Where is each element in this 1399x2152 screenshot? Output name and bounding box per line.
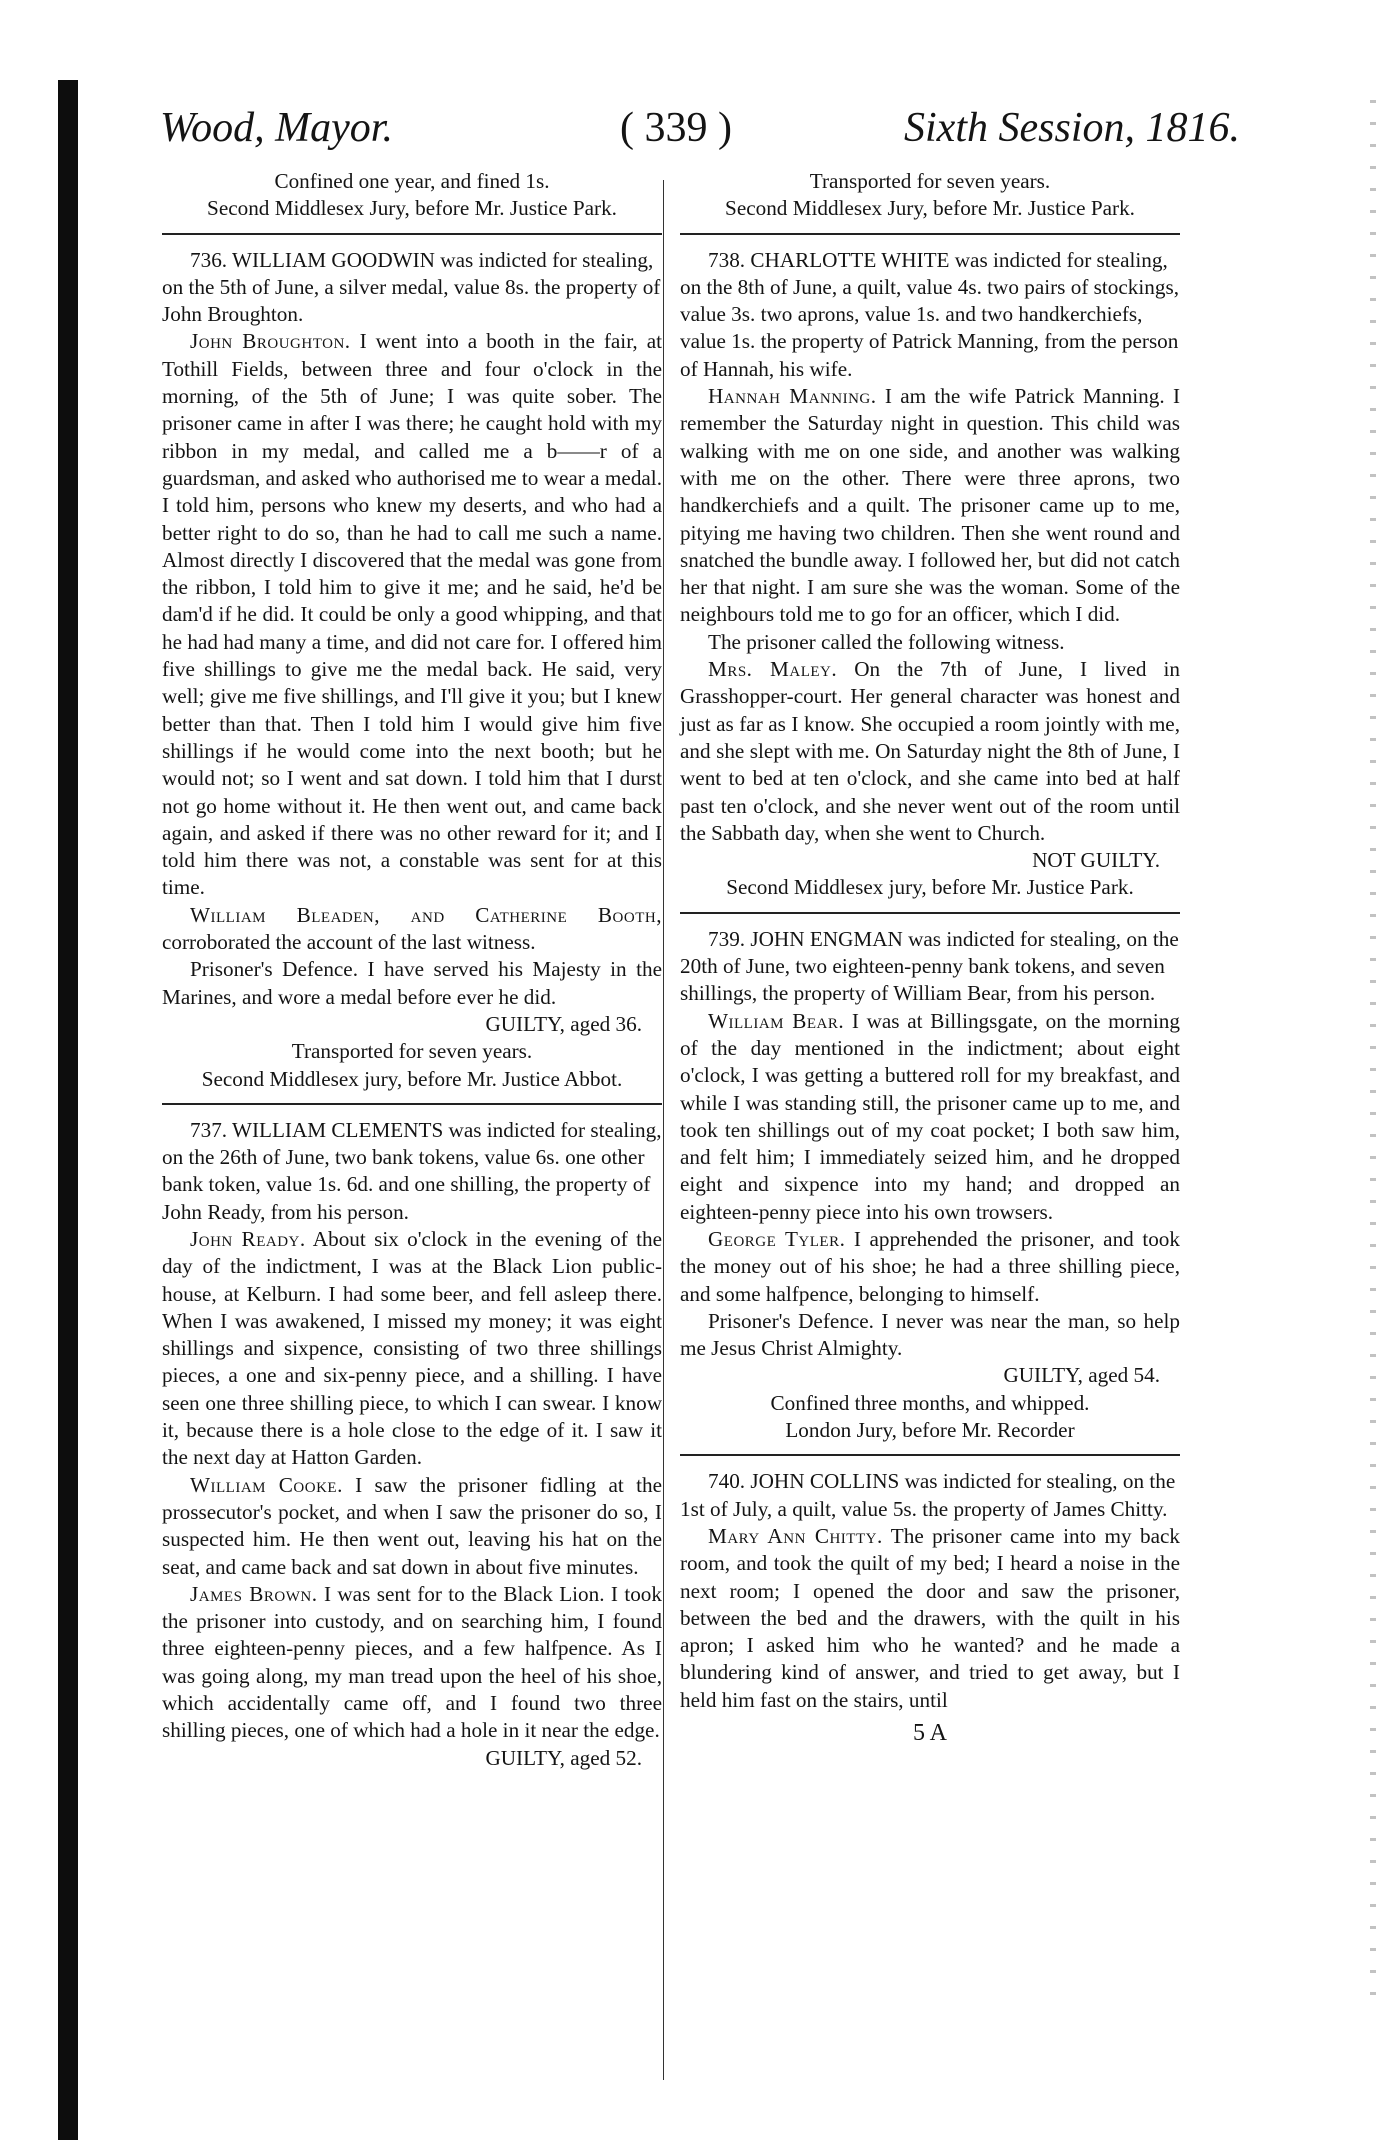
testimony-text: I am the wife Patrick Manning. I remember the Saturday night in question. This child was walking with me on one side, and another was walking with me on the other. There were three aprons, two handkerchiefs and a quilt. The prisoner came up to me, pitying me having two children. Then she went round and snatched the bundle away. I followed her, but did not catch her that night. I am sure she was the woman. Some of the neighbours told me to go for an officer, which I did. xyxy=(680,384,1180,627)
section-rule xyxy=(162,233,662,235)
speaker-name: George Tyler. xyxy=(708,1226,846,1251)
case-heading: 737. WILLIAM CLEMENTS was indicted for stealing, on the 26th of June, two bank tokens, value 6s. one other bank token, value 1s. 6d. and one shilling, the property of John Ready, from his person. xyxy=(162,1117,662,1224)
page-header xyxy=(160,104,1240,164)
sentence-line: Transported for seven years. xyxy=(291,1039,533,1064)
testimony-paragraph xyxy=(680,656,1180,847)
header-right: Sixth Session, 1816. xyxy=(904,105,1240,151)
testimony-paragraph xyxy=(162,328,662,901)
testimony-text: The prisoner called the following witness. xyxy=(708,629,1065,654)
verdict: GUILTY, aged 54. xyxy=(1003,1363,1160,1388)
testimony-text: I saw the prisoner fidling at the prossecutor's pocket, and when I saw the prisoner do so, I suspected him. He then went out, leaving his hat on the seat, and came back and sat down in about five minutes. xyxy=(162,1472,662,1579)
section-rule xyxy=(680,1454,1180,1456)
speaker-name: Hannah Manning. xyxy=(708,384,877,409)
testimony-paragraph xyxy=(680,1008,1180,1226)
sentence-line: Second Middlesex Jury, before Mr. Justice Park. xyxy=(725,196,1135,221)
sentence-line: Second Middlesex Jury, before Mr. Justice Park. xyxy=(207,196,617,221)
testimony-text: Prisoner's Defence. I have served his Majesty in the Marines, and wore a medal before ever he did. xyxy=(162,957,662,1009)
verdict: GUILTY, aged 52. xyxy=(485,1745,642,1770)
page-number: ( 339 ) xyxy=(620,105,732,151)
testimony-paragraph xyxy=(162,1472,662,1581)
testimony-paragraph xyxy=(680,1308,1180,1363)
testimony-paragraph xyxy=(162,902,662,957)
speaker-name: Mrs. Maley. xyxy=(708,657,838,682)
sentence-line: Second Middlesex jury, before Mr. Justice Abbot. xyxy=(201,1066,623,1091)
testimony-paragraph xyxy=(162,1581,662,1745)
speaker-name: William Bleaden, and Catherine Booth, xyxy=(190,902,662,927)
testimony-text: I was sent for to the Black Lion. I took the prisoner into custody, and on searching him, I found three eighteen-penny pieces, and a few halfpence. As I was going along, my man tread upon the heel of his shoe, which accidentally came off, and I found two three shilling pieces, one of which had a hole in it near the edge. xyxy=(162,1581,662,1743)
testimony-text: I apprehended the prisoner, and took the money out of his shoe; he had a three shilling piece, and some halfpence, belonging to himself. xyxy=(680,1226,1180,1306)
scan-margin-marks xyxy=(1370,100,1376,2000)
left-column xyxy=(162,168,662,1772)
section-rule xyxy=(680,912,1180,914)
testimony-paragraph xyxy=(680,1523,1180,1714)
testimony-text: On the 7th of June, I lived in Grasshopper-court. Her general character was honest and just as far as I know. She occupied a room jointly with me, and she slept with me. On Saturday night the 8th of June, I went to bed at ten o'clock, and she came into bed at half past ten o'clock, and she never went out of the room until the Sabbath day, when she went to Church. xyxy=(680,657,1180,845)
scan-binding-edge xyxy=(58,80,78,2140)
right-column xyxy=(680,168,1180,1747)
sentence-line: London Jury, before Mr. Recorder xyxy=(785,1418,1075,1443)
section-rule xyxy=(162,1103,662,1105)
case-heading: 739. JOHN ENGMAN was indicted for stealing, on the 20th of June, two eighteen-penny bank tokens, and seven shillings, the property of William Bear, from his person. xyxy=(680,926,1179,1006)
case-heading: 738. CHARLOTTE WHITE was indicted for stealing, on the 8th of June, a quilt, value 4s. two pairs of stockings, value 3s. two aprons, value 1s. and two handkerchiefs, value 1s. the property of Patrick Manning, from the person of Hannah, his wife. xyxy=(680,247,1180,381)
verdict: GUILTY, aged 36. xyxy=(485,1011,642,1036)
testimony-text: Prisoner's Defence. I never was near the man, so help me Jesus Christ Almighty. xyxy=(680,1308,1180,1361)
testimony-text: I went into a booth in the fair, at Tothill Fields, between three and four o'clock in the morning, of the 5th of June; I was quite sober. The prisoner came in after I was there; he caught hold with my ribbon in my medal, and called me a b——r of a guardsman, and asked who authorised me to wear a medal. I told him, persons who knew my deserts, and who had a better right to do so, than he had to call me such a name. Almost directly I discovered that the medal was gone from the ribbon, I told him to give it me; and he said, he'd be dam'd if he did. It could be only a good whipping, and that he had had many a time, and did not care for. I offered him five shillings to give me the medal back. He said, very well; give me five shillings, and I'll give it you; but I knew better than that. Then I told him I would give him five shillings if he would come into the next booth; but he would not; so I went and sat down. I told him that I durst not go home without it. He then went out, and came back again, and asked if there was no other reward for it; and I told him there was not, a constable was sent for at this time. xyxy=(162,329,662,900)
speaker-name: John Broughton. xyxy=(190,329,351,354)
sentence-line: Confined three months, and whipped. xyxy=(770,1390,1090,1415)
testimony-paragraph xyxy=(680,629,1180,656)
case-heading: 740. JOHN COLLINS was indicted for stealing, on the 1st of July, a quilt, value 5s. the property of James Chitty. xyxy=(680,1469,1176,1521)
testimony-paragraph xyxy=(162,956,662,1011)
header-left: Wood, Mayor. xyxy=(160,105,393,151)
case-heading: 736. WILLIAM GOODWIN was indicted for stealing, on the 5th of June, a silver medal, value 8s. the property of John Broughton. xyxy=(162,247,661,327)
column-divider xyxy=(663,180,664,2080)
speaker-name: William Cooke. xyxy=(190,1472,343,1497)
sentence-line: Confined one year, and fined 1s. xyxy=(274,169,550,193)
testimony-text: The prisoner came into my back room, and took the quilt of my bed; I heard a noise in the next room; I opened the door and saw the prisoner, between the bed and the drawers, with the quilt in his apron; I asked him who he wanted? and he made a blundering kind of answer, and tried to get away, but I held him fast on the stairs, until xyxy=(680,1523,1180,1712)
testimony-paragraph xyxy=(680,1226,1180,1308)
speaker-name: William Bear. xyxy=(708,1008,845,1033)
sentence-line: Transported for seven years. xyxy=(809,169,1051,193)
testimony-text: About six o'clock in the evening of the day of the indictment, I was at the Black Lion public-house, at Kelburn. I had some beer, and fell asleep there. When I was awakened, I missed my money; it was eight shillings and sixpence, consisting of two three shillings pieces, a one and six-penny piece, and a shilling. I have seen one three shilling piece, to which I can swear. I know it, because there is a hole close to the edge of it. I saw it the next day at Hatton Garden. xyxy=(162,1226,662,1470)
sentence-line: Second Middlesex jury, before Mr. Justice Park. xyxy=(726,875,1134,900)
testimony-paragraph xyxy=(162,1226,662,1472)
verdict: NOT GUILTY. xyxy=(1032,848,1160,873)
speaker-name: James Brown. xyxy=(190,1581,318,1606)
speaker-name: Mary Ann Chitty. xyxy=(708,1523,883,1548)
speaker-name: John Ready. xyxy=(190,1226,306,1251)
signature-mark: 5 A xyxy=(912,1720,947,1747)
testimony-text: I was at Billingsgate, on the morning of the day mentioned in the indictment; about eight o'clock, I was getting a buttered roll for my breakfast, and while I was standing still, the prisoner came up to me, and took ten shillings out of my coat pocket; I both saw him, and felt him; I immediately seized him, and he dropped eight and sixpence into my hand; and dropped an eighteen-penny piece into his own trowsers. xyxy=(680,1008,1180,1224)
section-rule xyxy=(680,233,1180,235)
testimony-paragraph xyxy=(680,383,1180,629)
testimony-text: corroborated the account of the last witness. xyxy=(162,930,536,955)
